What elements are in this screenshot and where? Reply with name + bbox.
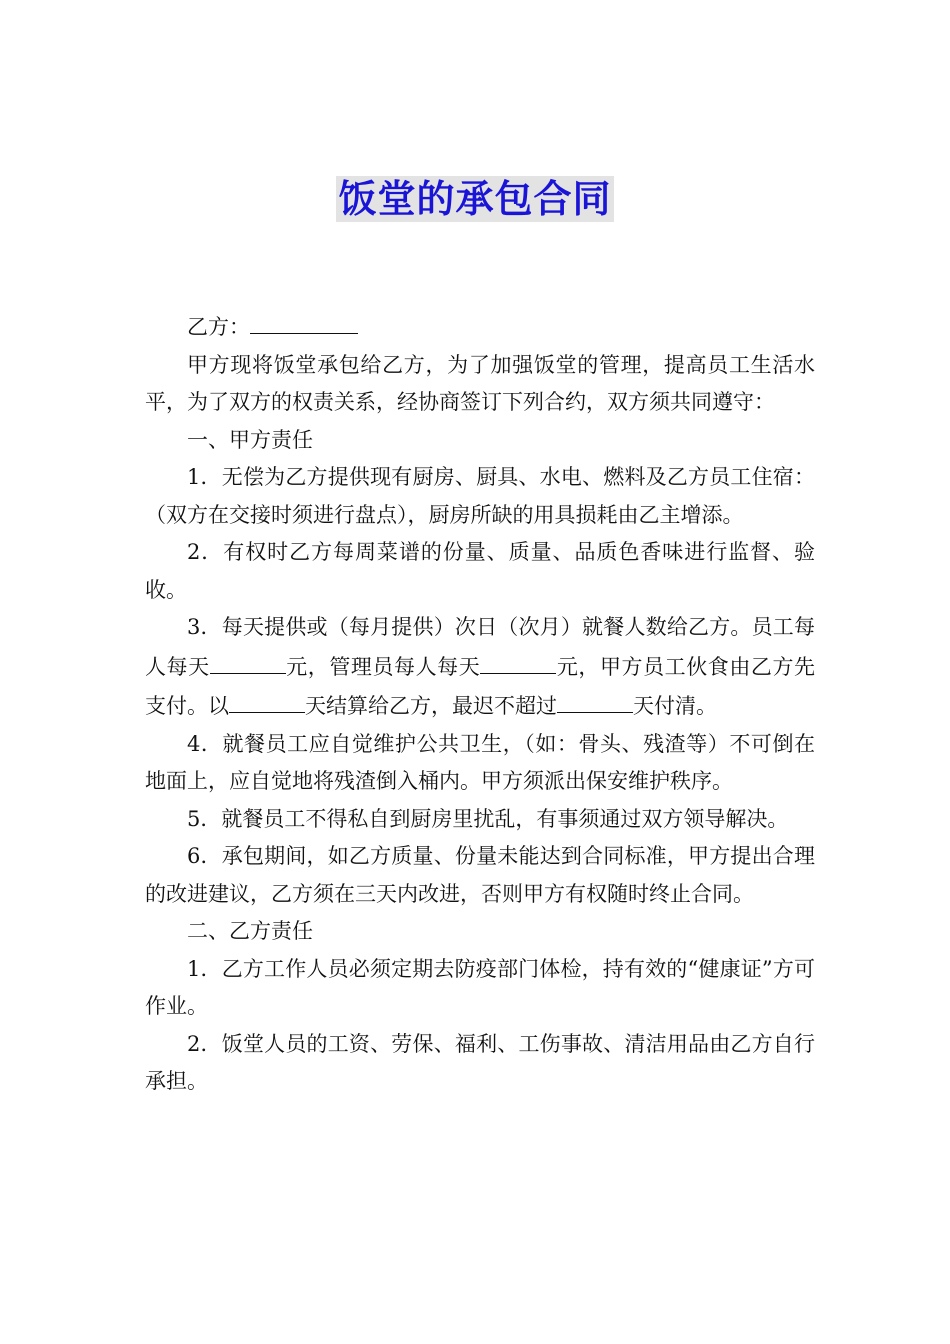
section-1-item-5: 5．就餐员工不得私自到厨房里扰乱，有事须通过双方领导解决。 (187, 806, 789, 831)
title-container (0, 176, 950, 222)
party-b-line (145, 307, 815, 347)
section-1-item-4: 4．就餐员工应自觉维护公共卫生，（如：骨头、残渣等）不可倒在地面上，应自觉地将残渣倒入桶内。甲方须派出保安维护秩序。 (145, 731, 815, 793)
daily-rate-staff-blank (210, 647, 286, 674)
section-1-item-1: 1．无偿为乙方提供现有厨房、厨具、水电、燃料及乙方员工住宿：（双方在交接时须进行盘点），厨房所缺的用具损耗由乙主增添。 (145, 465, 815, 527)
item-3-text-4: 天结算给乙方，最迟不超过 (305, 694, 557, 718)
section-2-item-1: 1．乙方工作人员必须定期去防疫部门体检，持有效的“健康证”方可作业。 (145, 956, 815, 1018)
item-3-text-3: 元，甲方员工伙食由乙方先支付。以 (145, 654, 816, 718)
section-2-heading: 二、乙方责任 (187, 919, 313, 943)
section-1-item-6: 6．承包期间，如乙方质量、份量未能达到合同标准，甲方提出合理的改进建议，乙方须在三天内改进，否则甲方有权随时终止合同。 (145, 844, 815, 906)
intro-paragraph: 甲方现将饭堂承包给乙方，为了加强饭堂的管理，提高员工生活水平，为了双方的权责关系，经协商签订下列合约，双方须共同遵守： (145, 352, 815, 414)
section-2-item-2: 2．饭堂人员的工资、劳保、福利、工伤事故、清洁用品由乙方自行承担。 (145, 1031, 815, 1093)
party-b-blank (250, 307, 358, 334)
document-title: 饭堂的承包合同 (338, 177, 612, 221)
section-1-heading: 一、甲方责任 (187, 427, 313, 452)
item-3-text-5: 天付清。 (633, 694, 717, 718)
payment-deadline-blank (557, 686, 633, 713)
section-1-item-3 (145, 609, 815, 726)
daily-rate-manager-blank (480, 647, 556, 674)
item-3-text-2: 元，管理员每人每天 (285, 654, 481, 679)
section-1-item-2: 2．有权时乙方每周菜谱的份量、质量、品质色香味进行监督、验收。 (145, 540, 815, 602)
document-body (145, 307, 815, 1101)
party-b-label: 乙方： (187, 315, 250, 339)
item-3-text-1: 3．每天提供或（每月提供）次日（次月）就餐人数给乙方。员工每人每天 (145, 615, 815, 679)
settlement-days-blank (229, 686, 305, 713)
